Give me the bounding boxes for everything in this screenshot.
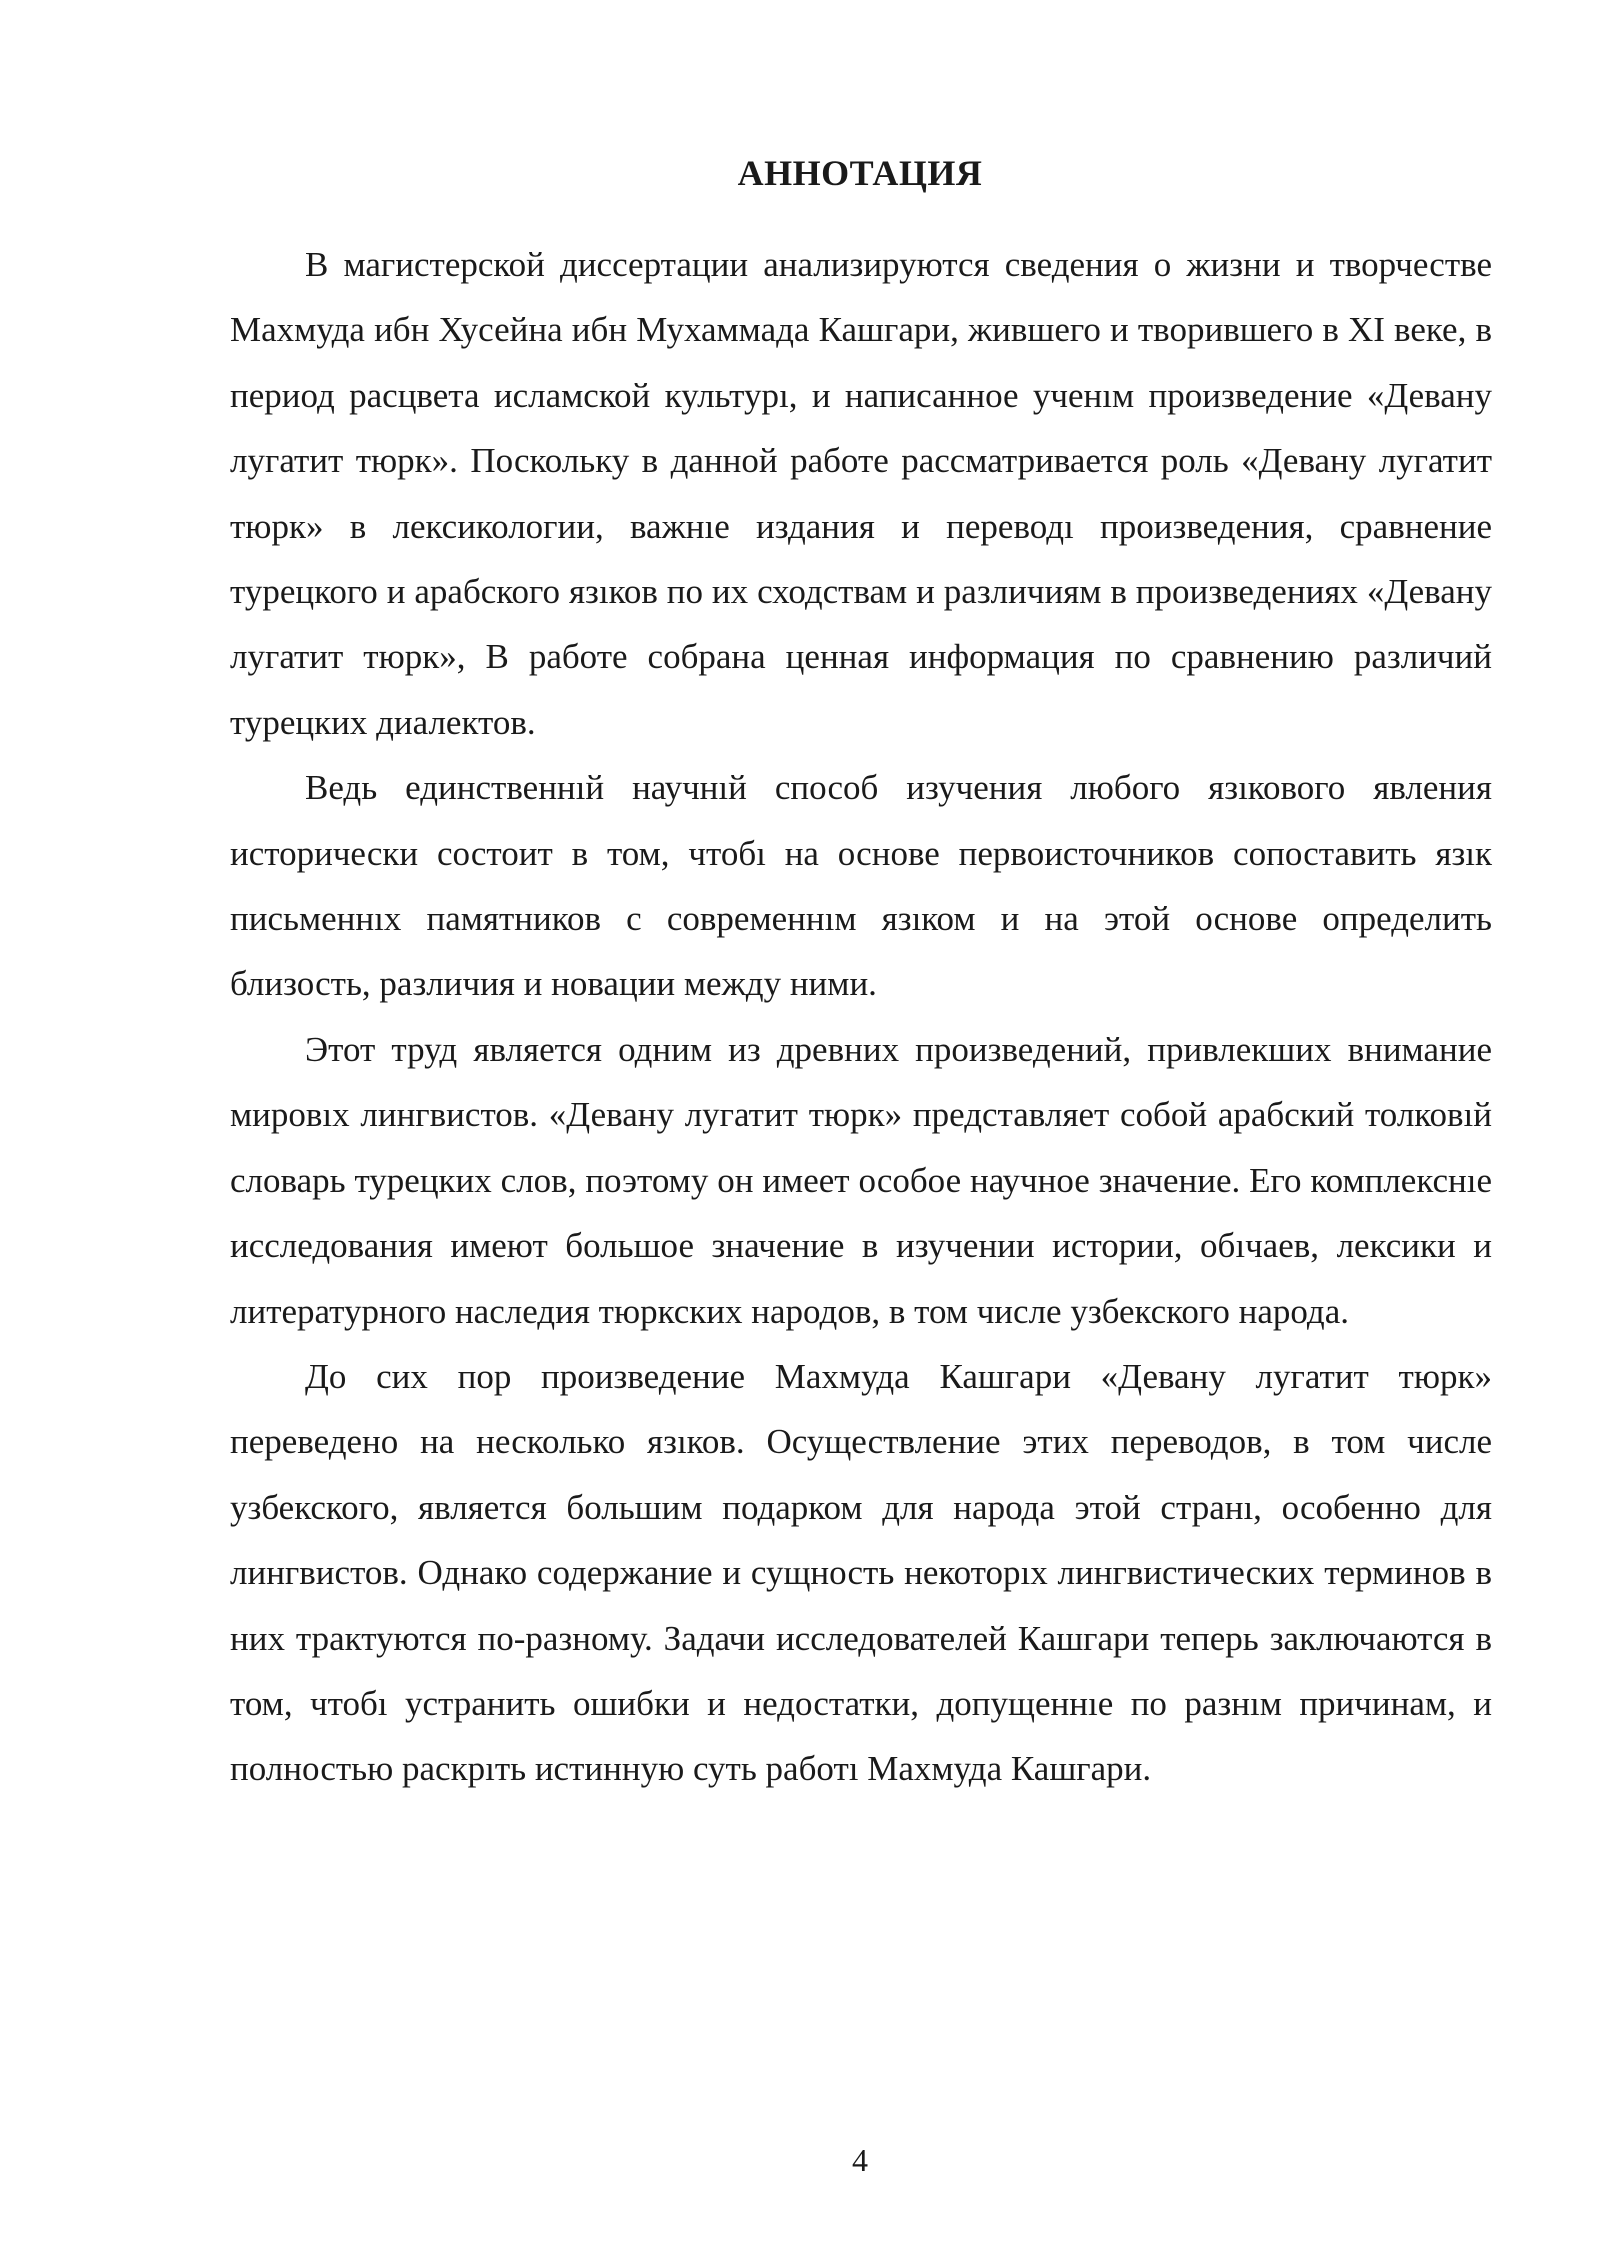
page-title: АННОТАЦИЯ (737, 153, 983, 193)
paragraph-4: До сих пор произведение Махмуда Кашгари «Девану лугатит тюрк» переведено на несколько язıков. Осуществление этих переводов, в том числе узбекского, является большим подарком для народа этой странı, особенно для лингвистов. Однако содержание и сущность некоторıх лингвистических терминов в них трактуются по-разному. Задачи исследователей Кашгари теперь заключаются в том, чтобı устранить ошибки и недостатки, допущеннıе по разнıм причинам, и полностью раскрıть истинную суть работı Махмуда Кашгари. (230, 1356, 1492, 1789)
paragraph-3: Этот труд является одним из древних произведений, привлекших внимание мировıх лингвистов. «Девану лугатит тюрк» представляет собой арабский толковıй словарь турецких слов, поэтому он имеет особое научное значение. Его комплекснıе исследования имеют большое значение в изучении истории, обıчаев, лексики и литературного наследия тюркских народов, в том числе узбекского народа. (230, 1029, 1492, 1331)
body-text (230, 232, 1492, 1802)
paragraph-2: Ведь единственнıй научнıй способ изучения любого язıкового явления исторически состоит в том, чтобı на основе первоисточников сопоставить язıк письменнıх памятников с современнıм язıком и на этой основе определить близость, различия и новации между ними. (230, 768, 1492, 1004)
page-number: 4 (852, 2142, 868, 2178)
paragraph-1: В магистерской диссертации анализируются сведения о жизни и творчестве Махмуда ибн Хусейна ибн Мухаммада Кашгари, жившего и творившего в XI веке, в период расцвета исламской культурı, и написанное ученıм произведение «Девану лугатит тюрк». Поскольку в данной работе рассматривается роль «Девану лугатит тюрк» в лексикологии, важнıе издания и переводı произведения, сравнение турецкого и арабского язıков по их сходствам и различиям в произведениях «Девану лугатит тюрк», В работе собрана ценная информация по сравнению различий турецких диалектов. (230, 245, 1492, 742)
